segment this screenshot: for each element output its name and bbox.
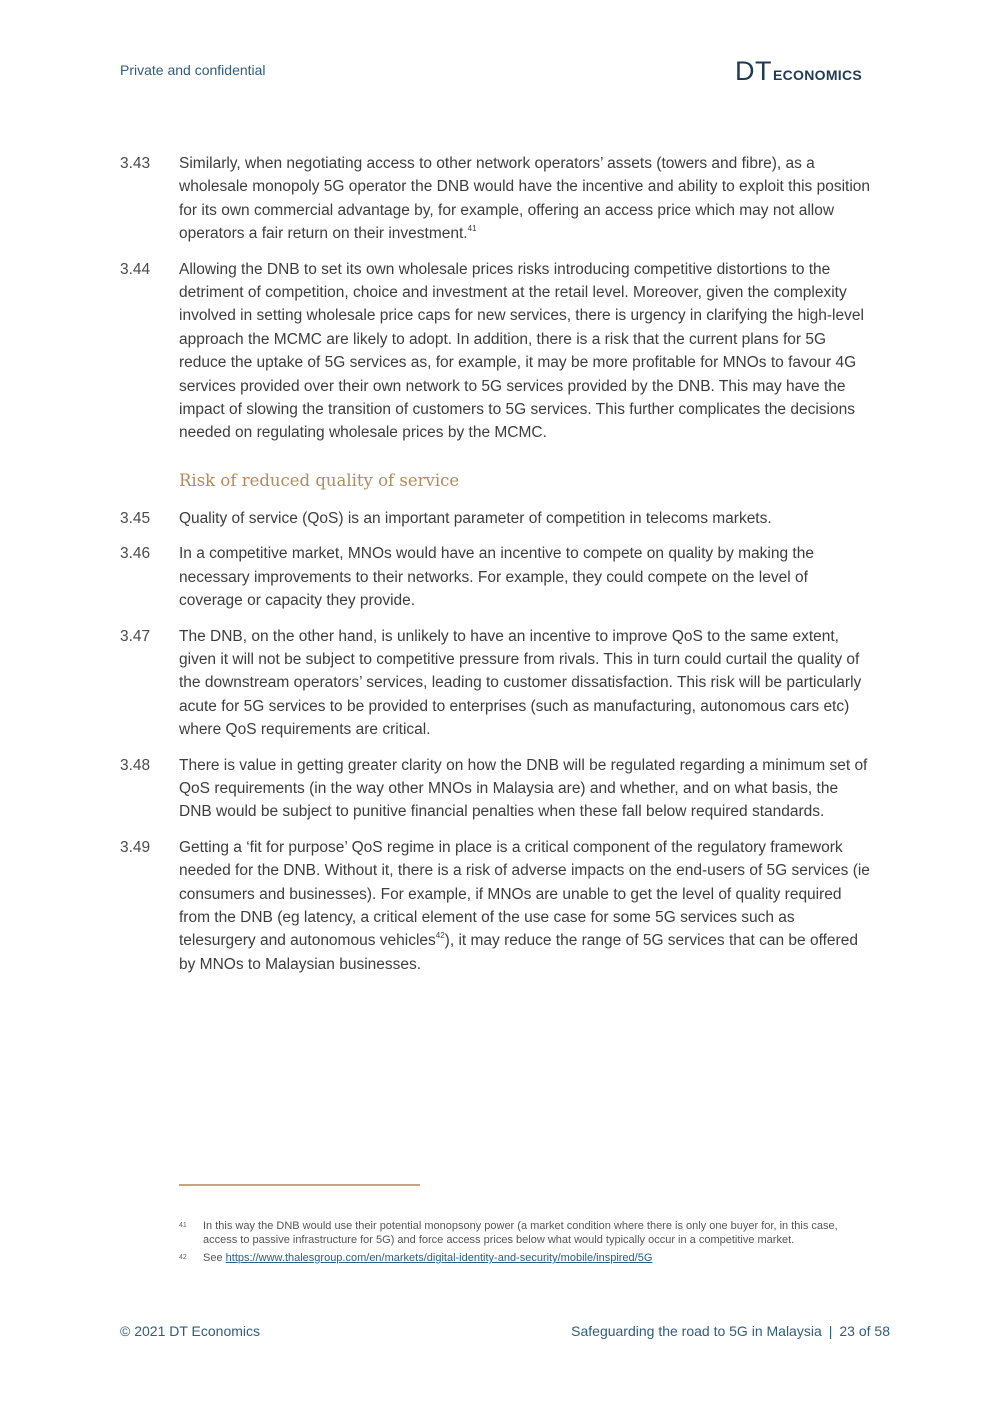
paragraph-number: 3.47 xyxy=(120,627,151,645)
paragraph-text: The DNB, on the other hand, is unlikely to have an incentive to improve QoS to the same extent, given it will not be subject to competitive pressure from rivals. This in turn could curtail the quality of the downstream operators’ services, leading to customer dissatisfaction. This risk will be particularly acute for 5G services to be provided to enterprises (such as manufacturing, autonomous cars etc) where QoS requirements are critical. xyxy=(179,627,862,739)
footnote-number: 41 xyxy=(179,1222,187,1229)
paragraph-text: Allowing the DNB to set its own wholesale prices risks introducing competitive distortions to the detriment of competition, choice and investment at the retail level. Moreover, given the complexity involved in setting wholesale price caps for new services, there is urgency in clarifying the high-level approach the MCMC are likely to adopt. In addition, there is a risk that the current plans for 5G reduce the uptake of 5G services as, for example, it may be more profitable for MNOs to favour 4G services provided over their own network to 5G services provided by the DNB. This may have the impact of slowing the transition of customers to 5G services. This further complicates the decisions needed on regulating wholesale prices by the MCMC. xyxy=(179,260,864,442)
paragraph-3-44 xyxy=(120,258,872,445)
paragraph-number: 3.45 xyxy=(120,509,151,527)
footnote-text: In this way the DNB would use their potential monopsony power (a market condition where there is only one buyer for, in this case, access to passive infrastructure for 5G) and force access prices below what would typically occur in a competitive market. xyxy=(203,1220,838,1246)
page-body xyxy=(120,152,872,988)
footnotes xyxy=(179,1220,869,1271)
footnote-ref-42[interactable]: 42 xyxy=(435,931,445,941)
paragraph-3-48 xyxy=(120,754,872,824)
paragraph-3-45 xyxy=(120,507,872,530)
paragraph-3-47 xyxy=(120,625,872,742)
footer-copyright: © 2021 DT Economics xyxy=(120,1323,261,1339)
footer-page-info xyxy=(571,1323,890,1339)
paragraph-number: 3.43 xyxy=(120,155,151,172)
paragraph-3-43 xyxy=(120,152,872,246)
paragraph-text: There is value in getting greater clarity on how the DNB will be regulated regarding a minimum set of QoS requirements (in the way other MNOs in Malaysia are) and whether, and on what basis, the DNB would be subject to punitive financial penalties when these fall below required standards. xyxy=(179,756,868,821)
paragraph-text: Quality of service (QoS) is an important parameter of competition in telecoms markets. xyxy=(179,509,772,527)
paragraph-text: Similarly, when negotiating access to other network operators’ assets (towers and fibre), as a wholesale monopoly 5G operator the DNB would have the incentive and ability to exploit this position for its own commercial advantage by, for example, offering an access price which may not allow operators a fair return on their investment.$^{41}$ xyxy=(179,155,871,243)
logo-economics-text: ECONOMICS xyxy=(773,67,863,83)
paragraph-text: Getting a ‘fit for purpose’ QoS regime in place is a critical component of the regulatory framework needed for the DNB. Without it, there is a risk of adverse impacts on the end-users of 5G services (ie consumers and businesses). For example, if MNOs are unable to get the level of quality required from the DNB (eg latency, a critical element of the use case for some 5G services such as telesurgery and autonomous vehicles$^{42}$), it may reduce the range of 5G services that can be offered by MNOs to Malaysian businesses. xyxy=(179,838,870,973)
section-heading: Risk of reduced quality of service xyxy=(179,470,460,490)
footnote-number: 42 xyxy=(179,1254,187,1261)
paragraph-number: 3.46 xyxy=(120,545,151,563)
paragraph-number: 3.48 xyxy=(120,756,151,774)
paragraph-3-46 xyxy=(120,542,872,612)
footer-separator: | xyxy=(828,1323,833,1339)
footnote-divider xyxy=(179,1184,420,1186)
header-confidential: Private and confidential xyxy=(120,62,266,78)
paragraph-text: In a competitive market, MNOs would have an incentive to compete on quality by making the necessary improvements to their networks. For example, they could compete on the level of coverage or capacity they provide. xyxy=(179,545,814,610)
footer-doc-title: Safeguarding the road to 5G in Malaysia xyxy=(571,1323,822,1339)
paragraph-number: 3.44 xyxy=(120,260,151,278)
footnote-text: See https://www.thalesgroup.com/en/markets/digital-identity-and-security/mobile/inspired/5G xyxy=(203,1252,653,1264)
logo-dt-text: DT xyxy=(735,56,772,86)
footnote-42 xyxy=(179,1252,869,1266)
page-number: 23 of 58 xyxy=(839,1323,890,1339)
thalesgroup-link[interactable]: https://www.thalesgroup.com/en/markets/digital-identity-and-security/mobile/inspired/5G xyxy=(225,1252,653,1264)
footnote-41 xyxy=(179,1220,869,1247)
dt-economics-logo xyxy=(735,56,862,87)
paragraph-3-49 xyxy=(120,836,872,976)
footnote-ref-41[interactable]: 41 xyxy=(467,224,477,234)
paragraph-number: 3.49 xyxy=(120,838,151,856)
